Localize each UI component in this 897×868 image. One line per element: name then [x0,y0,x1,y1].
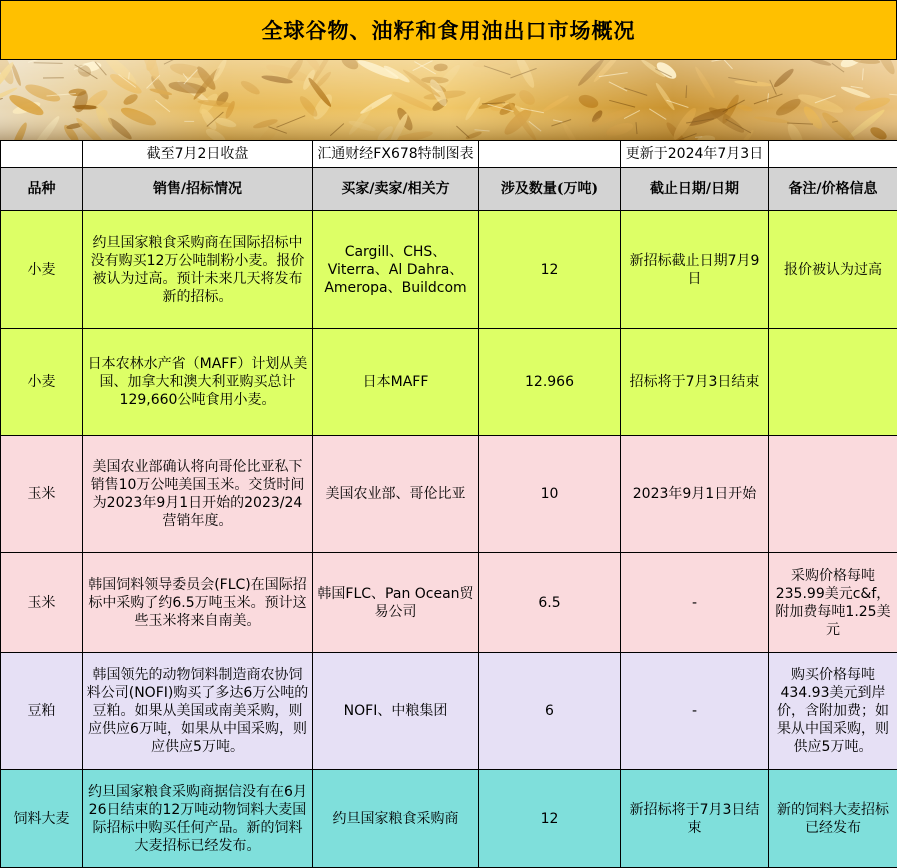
sales-cell: 日本农林水产省（MAFF）计划从美国、加拿大和澳大利亚购买总计129,660公吨食用小麦。 [83,329,313,436]
parties-cell: 韩国FLC、Pan Ocean贸易公司 [313,553,479,653]
sales-cell: 美国农业部确认将向哥伦比亚私下销售10万公吨美国玉米。交货时间为2023年9月1日开始的2023/24营销年度。 [83,436,313,553]
sales-cell: 韩国饲料领导委员会(FLC)在国际招标中采购了约6.5万吨玉米。预计这些玉米将来自南美。 [83,553,313,653]
quantity-cell: 6.5 [479,553,621,653]
header-parties: 买家/卖家/相关方 [313,168,479,211]
date-cell: 新招标截止日期7月9日 [621,211,769,329]
quantity-cell: 12 [479,770,621,868]
parties-cell: NOFI、中粮集团 [313,653,479,770]
date-cell: - [621,653,769,770]
notes-cell [769,329,897,436]
table-row [1,770,897,868]
quantity-cell: 10 [479,436,621,553]
quantity-cell: 12.966 [479,329,621,436]
variety-cell: 玉米 [1,436,83,553]
header-row [1,168,897,211]
header-sales: 销售/招标情况 [83,168,313,211]
notes-cell: 购买价格每吨434.93美元到岸价，含附加费；如果从中国采购，则供应5万吨。 [769,653,897,770]
page-title: 全球谷物、油籽和食用油出口市场概况 [0,0,897,60]
header-date: 截止日期/日期 [621,168,769,211]
meta-blank [1,141,83,168]
header-quantity: 涉及数量(万吨) [479,168,621,211]
quantity-cell: 6 [479,653,621,770]
source-note: 汇通财经FX678特制图表 [313,141,479,168]
table-row [1,436,897,553]
meta-blank [479,141,621,168]
header-variety: 品种 [1,168,83,211]
table-row [1,329,897,436]
meta-row [1,141,897,168]
market-table [0,140,897,868]
sales-cell: 约旦国家粮食采购商据信没有在6月26日结束的12万吨动物饲料大麦国际招标中购买任何产品。新的饲料大麦招标已经发布。 [83,770,313,868]
date-cell: 2023年9月1日开始 [621,436,769,553]
notes-cell [769,436,897,553]
table-row [1,553,897,653]
parties-cell: Cargill、CHS、Viterra、Al Dahra、Ameropa、Buildcom [313,211,479,329]
header-notes: 备注/价格信息 [769,168,897,211]
notes-cell: 新的饲料大麦招标已经发布 [769,770,897,868]
parties-cell: 约旦国家粮食采购商 [313,770,479,868]
notes-cell: 报价被认为过高 [769,211,897,329]
variety-cell: 小麦 [1,329,83,436]
sales-cell: 约旦国家粮食采购商在国际招标中没有购买12万公吨制粉小麦。报价被认为过高。预计未来几天将发布新的招标。 [83,211,313,329]
parties-cell: 美国农业部、哥伦比亚 [313,436,479,553]
variety-cell: 小麦 [1,211,83,329]
parties-cell: 日本MAFF [313,329,479,436]
date-cell: - [621,553,769,653]
date-cell: 招标将于7月3日结束 [621,329,769,436]
close-note: 截至7月2日收盘 [83,141,313,168]
quantity-cell: 12 [479,211,621,329]
date-cell: 新招标将于7月3日结束 [621,770,769,868]
update-note: 更新于2024年7月3日 [621,141,769,168]
sales-cell: 韩国领先的动物饲料制造商农协饲料公司(NOFI)购买了多达6万公吨的豆粕。如果从美国或南美采购，则应供应6万吨，如果从中国采购，则应供应5万吨。 [83,653,313,770]
wheat-banner-image [0,60,897,140]
variety-cell: 饲料大麦 [1,770,83,868]
table-row [1,211,897,329]
variety-cell: 玉米 [1,553,83,653]
variety-cell: 豆粕 [1,653,83,770]
meta-blank [769,141,897,168]
table-row [1,653,897,770]
notes-cell: 采购价格每吨235.99美元c&f，附加费每吨1.25美元 [769,553,897,653]
